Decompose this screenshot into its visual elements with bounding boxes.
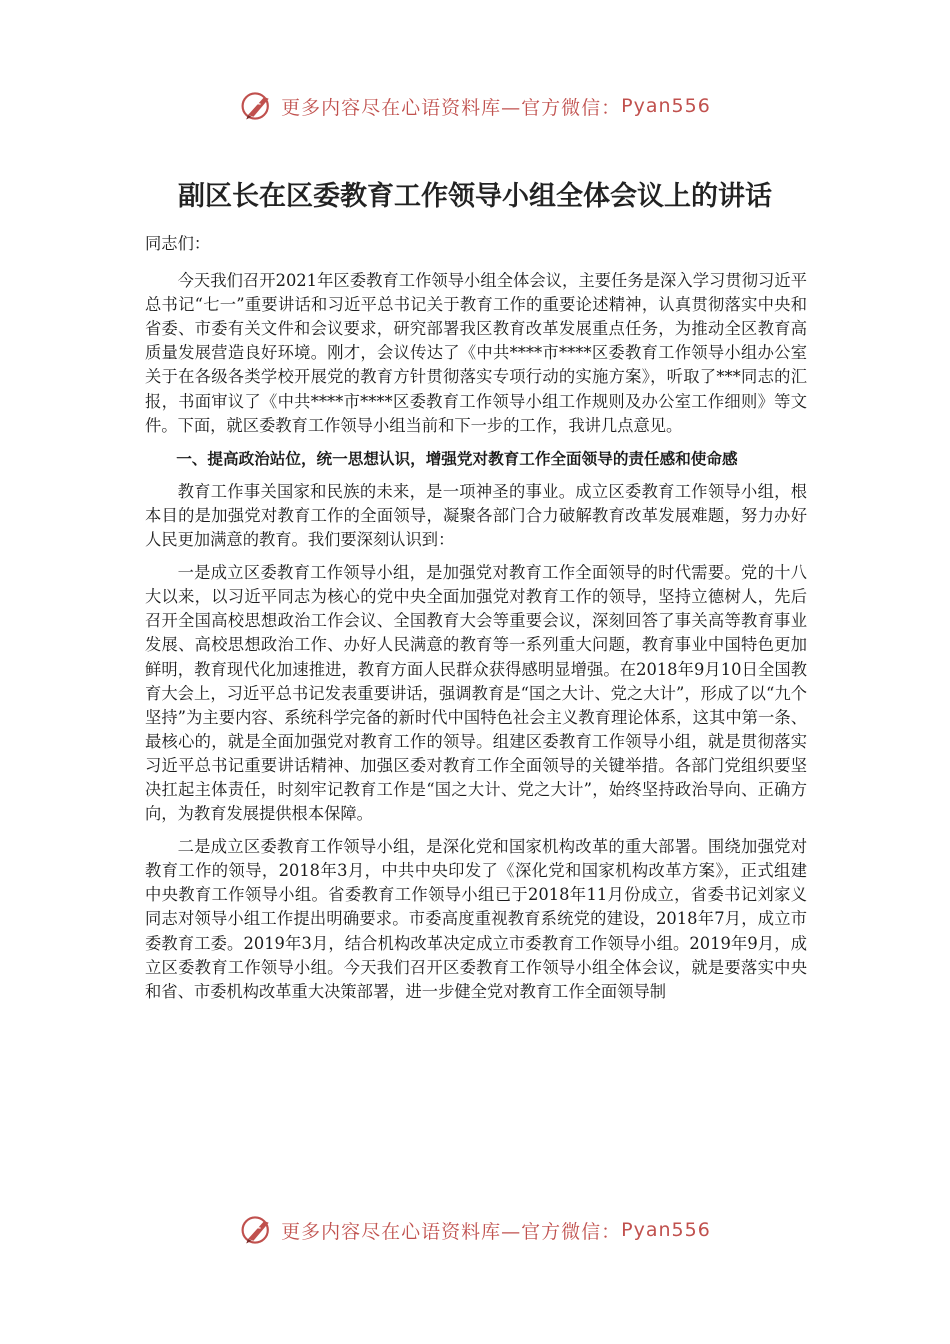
watermark-wechat-id: Pyan556 (621, 1219, 711, 1241)
watermark-header (0, 86, 950, 126)
watermark-text: 更多内容尽在心语资料库—官方微信： (281, 1220, 622, 1243)
watermark-footer (0, 1210, 950, 1250)
greeting: 同志们： (145, 234, 211, 253)
watermark-text: 更多内容尽在心语资料库—官方微信： (281, 96, 622, 119)
document-title: 副区长在区委教育工作领导小组全体会议上的讲话 (178, 181, 772, 212)
pen-logo-icon (239, 88, 275, 124)
section-heading: 一、提高政治站位，统一思想认识，增强党对教育工作全面领导的责任感和使命感 (176, 449, 738, 468)
paragraph: 二是成立区委教育工作领导小组，是深化党和国家机构改革的重大部署。围绕加强党对教育工作的领导，2018年3月，中共中央印发了《深化党和国家机构改革方案》，正式组建中央教育工作领导小组。省委教育工作领导小组已于2018年11月份成立，省委书记刘家义同志对领导小组工作提出明确要求。市委高度重视教育系统党的建设，2018年7月，成立市委教育工委。2019年3月，结合机构改革决定成立市委教育工作领导小组。2019年9月，成立区委教育工作领导小组。今天我们召开区委教育工作领导小组全体会议，就是要落实中央和省、市委机构改革重大决策部署，进一步健全党对教育工作全面领导制 (145, 837, 807, 1001)
watermark-wechat-id: Pyan556 (621, 95, 711, 117)
document-body (145, 232, 807, 1013)
paragraph: 一是成立区委教育工作领导小组，是加强党对教育工作全面领导的时代需要。党的十八大以来，以习近平同志为核心的党中央全面加强党对教育工作的领导，坚持立德树人，先后召开全国高校思想政治工作会议、全国教育大会等重要会议，深刻回答了事关高等教育事业发展、高校思想政治工作、办好人民满意的教育等一系列重大问题，教育事业中国特色更加鲜明，教育现代化加速推进，教育方面人民群众获得感明显增强。在2018年9月10日全国教育大会上，习近平总书记发表重要讲话，强调教育是“国之大计、党之大计”，形成了以“九个坚持”为主要内容、系统科学完备的新时代中国特色社会主义教育理论体系，这其中第一条、最核心的，就是全面加强党对教育工作的领导。组建区委教育工作领导小组，就是贯彻落实习近平总书记重要讲话精神、加强区委对教育工作全面领导的关键举措。各部门党组织要坚决扛起主体责任，时刻牢记教育工作是“国之大计、党之大计”，始终坚持政治导向、正确方向，为教育发展提供根本保障。 (145, 563, 807, 824)
paragraph: 教育工作事关国家和民族的未来，是一项神圣的事业。成立区委教育工作领导小组，根本目的是加强党对教育工作的全面领导，凝聚各部门合力破解教育改革发展难题，努力办好人民更加满意的教育。我们要深刻认识到： (145, 481, 807, 550)
pen-logo-icon (239, 1212, 275, 1248)
paragraph: 今天我们召开2021年区委教育工作领导小组全体会议，主要任务是深入学习贯彻习近平总书记“七一”重要讲话和习近平总书记关于教育工作的重要论述精神，认真贯彻落实中央和省委、市委有关文件和会议要求，研究部署我区教育改革发展重点任务，为推动全区教育高质量发展营造良好环境。刚才，会议传达了《中共****市****区委教育工作领导小组办公室关于在各级各类学校开展党的教育方针贯彻落实专项行动的实施方案》，听取了***同志的汇报，书面审议了《中共****市****区委教育工作领导小组工作规则及办公室工作细则》等文件。下面，就区委教育工作领导小组当前和下一步的工作，我讲几点意见。 (145, 271, 807, 435)
